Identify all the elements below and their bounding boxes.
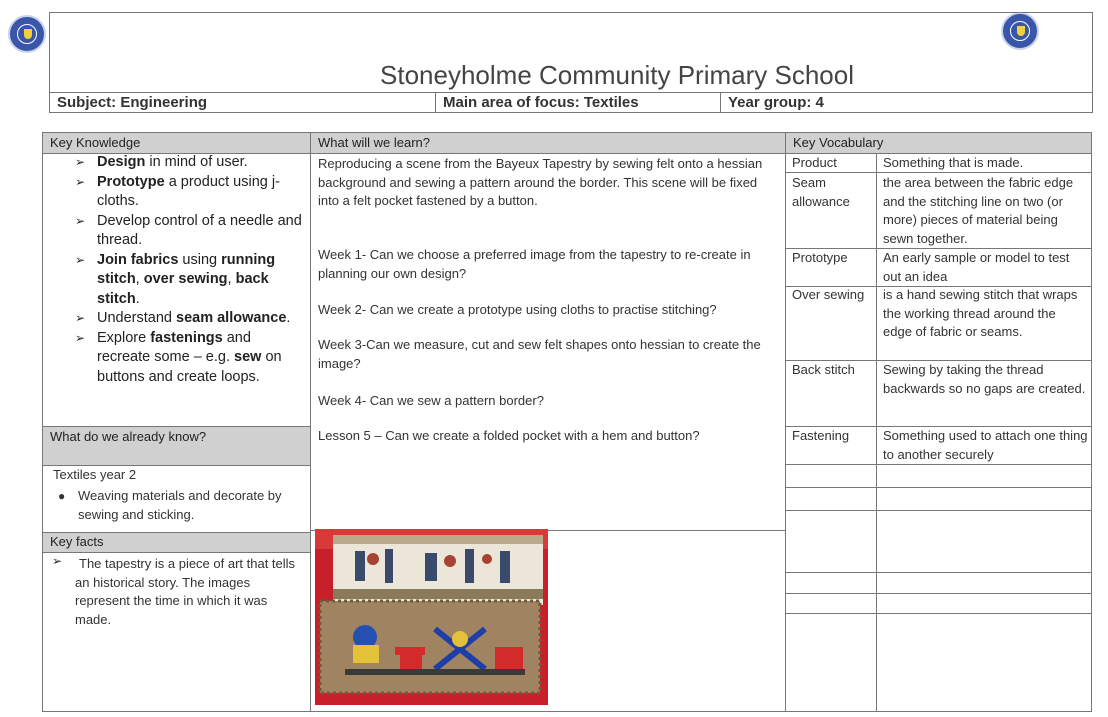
focus-label: Main area of focus: Textiles: [443, 94, 639, 111]
key-knowledge-item: ➢ Understand seam allowance.: [75, 309, 305, 329]
vocab-heading: Key Vocabulary: [793, 135, 884, 150]
learn-heading: What will we learn?: [318, 135, 430, 150]
week-4: Week 4- Can we sew a pattern border?: [318, 393, 544, 408]
school-logo-left: [8, 15, 46, 53]
key-knowledge-item: ➢ Explore fastenings and recreate some – e.g. sew on buttons and create loops.: [75, 329, 305, 388]
key-knowledge-list: [75, 153, 305, 387]
tapestry-photo: [315, 529, 548, 705]
school-title: Stoneyholme Community Primary School: [380, 60, 854, 90]
already-know-heading: What do we already know?: [50, 429, 207, 444]
lesson-5: Lesson 5 – Can we create a folded pocket with a hem and button?: [318, 428, 700, 443]
vocab-term: Prototype: [792, 250, 848, 265]
key-knowledge-item: ➢ Develop control of a needle and thread.: [75, 212, 305, 251]
vocab-definition: Sewing by taking the thread backwards so no gaps are created.: [883, 362, 1086, 396]
vocab-definition: An early sample or model to test out an idea: [883, 250, 1070, 284]
vocab-term: Back stitch: [792, 362, 855, 377]
key-knowledge-heading: Key Knowledge: [50, 135, 141, 150]
learn-intro: Reproducing a scene from the Bayeux Tapestry by sewing felt onto a hessian background and sewing a pattern around the border. This scene will be fixed into a felt pocket fastened by a button.: [318, 156, 763, 208]
key-facts-heading: Key facts: [50, 534, 104, 549]
already-know-bullet: ● Weaving materials and decorate by sewing and sticking.: [58, 488, 282, 522]
vocab-term: Fastening: [792, 428, 850, 443]
vocab-definition: Something that is made.: [883, 155, 1024, 170]
vocab-definition: the area between the fabric edge and the stitching line on two (or more) pieces of material being sewn together.: [883, 175, 1074, 246]
week-1: Week 1- Can we choose a preferred image from the tapestry to re-create in planning our own design?: [318, 247, 751, 281]
vocab-term: Product: [792, 155, 837, 170]
vocab-term: Over sewing: [792, 287, 865, 302]
arrow-bullet-icon: ➢: [52, 554, 63, 568]
year-group-label: Year group: 4: [728, 94, 824, 111]
vocab-definition: Something used to attach one thing to another securely: [883, 428, 1088, 462]
bullet-icon: ●: [58, 489, 66, 503]
key-knowledge-item: ➢ Join fabrics using running stitch, over sewing, back stitch.: [75, 251, 305, 310]
week-2: Week 2- Can we create a prototype using cloths to practise stitching?: [318, 302, 717, 317]
week-3: Week 3-Can we measure, cut and sew felt shapes onto hessian to create the image?: [318, 337, 761, 371]
vocab-term: Seam allowance: [792, 175, 850, 209]
key-knowledge-item: ➢ Prototype a product using j-cloths.: [75, 173, 305, 212]
already-know-subheading: Textiles year 2: [53, 467, 137, 482]
key-facts-text: The tapestry is a piece of art that tells an historical story. The images represent the time in which it was made.: [75, 556, 296, 627]
subject-label: Subject: Engineering: [57, 94, 208, 111]
key-knowledge-item: ➢ Design in mind of user.: [75, 153, 305, 173]
vocab-definition: is a hand sewing stitch that wraps the working thread around the edge of fabric or seams.: [883, 287, 1078, 339]
